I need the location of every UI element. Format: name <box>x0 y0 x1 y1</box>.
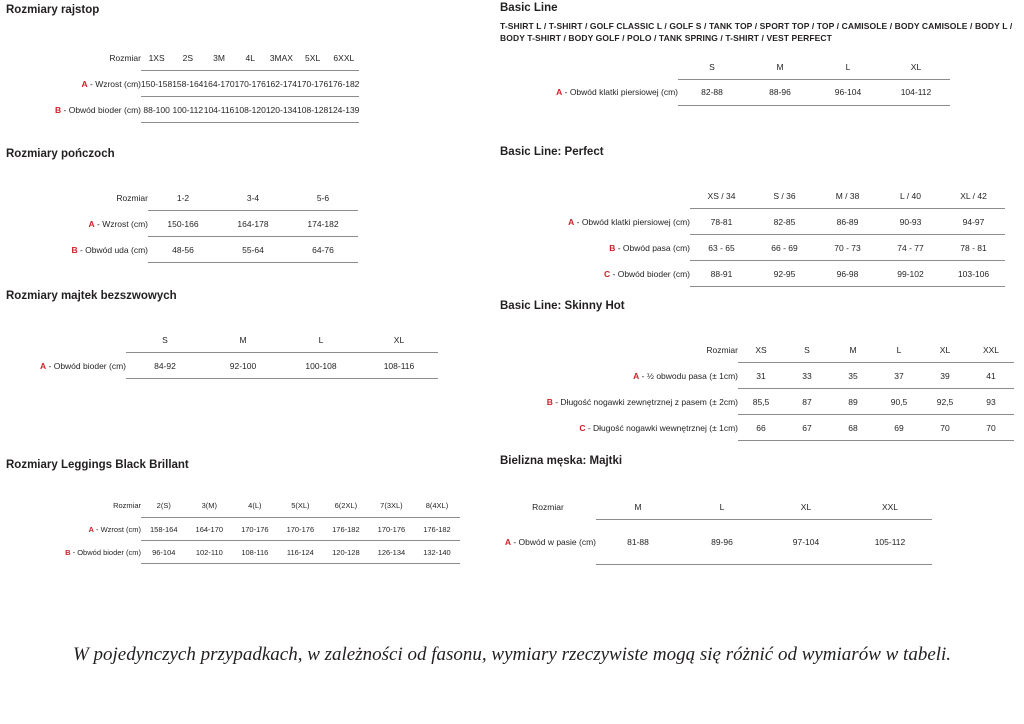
row-label-text: - Obwód bioder (cm) <box>70 547 141 557</box>
cell: 96-104 <box>141 541 187 564</box>
header-cell: 2(S) <box>156 500 171 510</box>
cell: 88-91 <box>690 261 753 287</box>
cell: 100-108 <box>282 353 360 379</box>
cell: 90,5 <box>876 389 922 415</box>
cell: 176-182 <box>328 71 359 97</box>
cell: 94-97 <box>942 209 1005 235</box>
section-subtitle: T-SHIRT L / T-SHIRT / GOLF CLASSIC L / GOLF S / TANK TOP / SPORT TOP / TOP / CAMISOLE / BODY CAMISOLE / BODY L / BODY T-SHIRT / BODY GOLF / POLO / TANK SPRING / T-SHIRT / VEST PERFECT <box>500 21 1013 44</box>
table-row <box>500 389 1014 415</box>
section-basic-line-perfect <box>500 146 1005 287</box>
row-marker: B <box>71 244 78 255</box>
row-label-text: - ½ obwodu pasa (± 1cm) <box>639 370 738 381</box>
header-cell: XL <box>910 61 922 72</box>
cell: 85,5 <box>738 389 784 415</box>
row-label-text: - Obwód uda (cm) <box>77 244 148 255</box>
size-table-skinny-hot <box>500 338 1014 441</box>
row-label-text: - Obwód bioder (cm) <box>46 360 126 371</box>
cell: 55-64 <box>218 237 288 263</box>
row-label <box>6 518 141 541</box>
header-cell: XL / 42 <box>960 191 987 201</box>
row-marker: C <box>579 422 586 433</box>
header-cell: M <box>849 345 857 355</box>
row-marker: A <box>504 536 511 547</box>
cell: 170-176 <box>297 71 328 97</box>
cell: 150-166 <box>148 211 218 237</box>
header-cell: S <box>162 335 168 345</box>
header-cell: XL <box>800 502 812 512</box>
cell: 82-88 <box>678 79 746 105</box>
row-label-text: - Obwód pasa (cm) <box>615 242 690 253</box>
row-label <box>500 261 690 287</box>
cell: 132-140 <box>414 541 460 564</box>
table-header-row <box>500 495 932 520</box>
row-label-text: - Długość nogawki wewnętrznej (± 1cm) <box>585 422 738 433</box>
section-majtki-bezszwowe <box>6 290 438 379</box>
cell: 97-104 <box>764 520 848 565</box>
header-cell: 2S <box>182 53 193 63</box>
cell: 81-88 <box>596 520 680 565</box>
header-cell: 3M <box>213 53 225 63</box>
cell: 100-112 <box>172 97 203 123</box>
size-table-perfect <box>500 184 1005 287</box>
row-marker: A <box>568 216 575 227</box>
cell: 170-176 <box>369 518 415 541</box>
table-row <box>500 261 1005 287</box>
row-label <box>6 541 141 564</box>
cell: 66 <box>738 415 784 441</box>
cell: 104-112 <box>882 79 950 105</box>
header-cell: L <box>896 345 902 355</box>
cell: 64-76 <box>288 237 358 263</box>
row-label <box>500 209 690 235</box>
cell: 31 <box>738 363 784 389</box>
cell: 48-56 <box>148 237 218 263</box>
row-marker: B <box>609 242 616 253</box>
header-cell: 6XXL <box>333 53 355 63</box>
header-cell: S <box>709 61 715 72</box>
table-row <box>6 541 460 564</box>
section-basic-line <box>500 2 1020 106</box>
cell: 89-96 <box>680 520 764 565</box>
cell: 67 <box>784 415 830 441</box>
header-corner <box>500 55 678 80</box>
cell: 87 <box>784 389 830 415</box>
section-leggings <box>6 459 460 564</box>
row-label-text: - Obwód bioder (cm) <box>610 268 690 279</box>
header-cell: M <box>239 335 247 345</box>
cell: 176-182 <box>414 518 460 541</box>
cell: 96-104 <box>814 79 882 105</box>
row-label <box>500 415 738 441</box>
row-label <box>6 71 141 97</box>
size-table-ponczochy <box>58 186 358 263</box>
row-label <box>6 97 141 123</box>
header-cell: M / 38 <box>835 191 860 201</box>
cell: 120-134 <box>266 97 297 123</box>
cell: 124-139 <box>328 97 359 123</box>
cell: 170-176 <box>232 518 278 541</box>
cell: 70 <box>922 415 968 441</box>
row-label-text: - Wzrost (cm) <box>94 218 148 229</box>
header-corner: Rozmiar <box>113 500 141 510</box>
cell: 164-170 <box>203 71 234 97</box>
table-row <box>500 235 1005 261</box>
cell: 93 <box>968 389 1014 415</box>
cell: 84-92 <box>126 353 204 379</box>
footer-note: W pojedynczych przypadkach, w zależności od fasonu, wymiary rzeczywiste mogą się różnić od wymiarów w tabeli. <box>72 644 952 665</box>
row-label <box>500 363 738 389</box>
cell: 63 - 65 <box>690 235 753 261</box>
table-row <box>500 363 1014 389</box>
row-label <box>6 353 126 379</box>
size-table-majtki-meskie <box>500 495 932 565</box>
cell: 120-128 <box>323 541 369 564</box>
cell: 41 <box>968 363 1014 389</box>
table-row <box>500 415 1014 441</box>
header-corner <box>500 184 690 209</box>
cell: 174-182 <box>288 211 358 237</box>
header-cell: 1-2 <box>176 193 190 203</box>
cell: 164-178 <box>218 211 288 237</box>
cell: 108-128 <box>297 97 328 123</box>
table-header-row <box>6 46 359 71</box>
cell: 170-176 <box>235 71 266 97</box>
cell: 116-124 <box>278 541 324 564</box>
header-corner: Rozmiar <box>116 193 148 204</box>
size-table-leggings <box>6 493 460 564</box>
row-marker: A <box>81 78 88 89</box>
cell: 92-95 <box>753 261 816 287</box>
cell: 70 - 73 <box>816 235 879 261</box>
cell: 78 - 81 <box>942 235 1005 261</box>
cell: 39 <box>922 363 968 389</box>
header-cell: 7(3XL) <box>380 500 403 510</box>
cell: 108-116 <box>232 541 278 564</box>
row-marker: B <box>546 396 553 407</box>
header-corner: Rozmiar <box>109 53 141 64</box>
row-label <box>500 235 690 261</box>
cell: 90-93 <box>879 209 942 235</box>
table-header-row <box>500 184 1005 209</box>
table-row <box>500 79 950 105</box>
row-label-text: - Wzrost (cm) <box>87 78 141 89</box>
cell: 33 <box>784 363 830 389</box>
header-cell: 3-4 <box>246 193 260 203</box>
header-cell: 8(4XL) <box>425 500 449 510</box>
cell: 69 <box>876 415 922 441</box>
row-label-text: - Obwód w pasie (cm) <box>510 536 596 547</box>
table-row <box>6 353 438 379</box>
size-table-rajstop <box>6 46 359 123</box>
cell: 88-96 <box>746 79 814 105</box>
header-cell: 5XL <box>305 53 321 63</box>
cell: 68 <box>830 415 876 441</box>
section-bielizna-meska <box>500 455 932 565</box>
row-label <box>58 211 148 237</box>
cell: 108-120 <box>235 97 266 123</box>
cell: 35 <box>830 363 876 389</box>
cell: 104-116 <box>203 97 234 123</box>
section-title: Rozmiary pończoch <box>6 148 115 160</box>
section-title: Basic Line <box>500 2 558 14</box>
header-cell: 6(2XL) <box>334 500 358 510</box>
row-label <box>500 520 596 565</box>
header-cell: M <box>634 502 642 512</box>
header-cell: XXL <box>881 502 899 512</box>
cell: 150-158 <box>141 71 172 97</box>
row-label <box>500 79 678 105</box>
cell: 92,5 <box>922 389 968 415</box>
table-row <box>500 209 1005 235</box>
row-label-text: - Obwód klatki piersiowej (cm) <box>562 87 678 98</box>
cell: 37 <box>876 363 922 389</box>
row-marker: A <box>40 360 47 371</box>
row-marker: A <box>556 87 563 98</box>
cell: 70 <box>968 415 1014 441</box>
cell: 74 - 77 <box>879 235 942 261</box>
header-cell: 4(L) <box>248 500 262 510</box>
row-label <box>500 389 738 415</box>
cell: 88-100 <box>141 97 172 123</box>
header-corner: Rozmiar <box>706 345 738 356</box>
section-rajstop <box>6 4 359 123</box>
header-cell: 5-6 <box>316 193 330 203</box>
cell: 105-112 <box>848 520 932 565</box>
table-header-row <box>6 493 460 518</box>
header-cell: XL <box>393 335 405 345</box>
size-table-majtki-bezszwowe <box>6 328 438 379</box>
row-marker: C <box>604 268 611 279</box>
table-row <box>58 211 358 237</box>
header-cell: 1XS <box>148 53 165 63</box>
header-cell: XS <box>755 345 767 355</box>
cell: 103-106 <box>942 261 1005 287</box>
row-label-text: - Obwód bioder (cm) <box>61 104 141 115</box>
table-row <box>6 518 460 541</box>
section-skinny-hot <box>500 300 1014 441</box>
header-cell: 3(M) <box>201 500 217 510</box>
table-header-row <box>500 338 1014 363</box>
table-header-row <box>6 328 438 353</box>
header-cell: XXL <box>982 345 1000 355</box>
row-marker: B <box>65 547 71 557</box>
header-cell: L <box>719 502 725 512</box>
cell: 102-110 <box>187 541 233 564</box>
cell: 78-81 <box>690 209 753 235</box>
header-cell: L <box>845 61 851 72</box>
cell: 82-85 <box>753 209 816 235</box>
section-title: Basic Line: Skinny Hot <box>500 300 625 312</box>
header-corner: Rozmiar <box>532 502 564 513</box>
cell: 158-164 <box>172 71 203 97</box>
row-marker: A <box>88 524 94 534</box>
header-cell: XS / 34 <box>707 191 736 201</box>
section-title: Bielizna męska: Majtki <box>500 455 623 467</box>
section-title: Rozmiary majtek bezszwowych <box>6 290 177 302</box>
section-title: Rozmiary Leggings Black Brillant <box>6 459 189 471</box>
cell: 170-176 <box>278 518 324 541</box>
left-column <box>0 0 490 600</box>
header-cell: S <box>804 345 810 355</box>
cell: 162-174 <box>266 71 297 97</box>
header-cell: XL <box>939 345 951 355</box>
header-cell: S / 36 <box>773 191 796 201</box>
row-marker: A <box>88 218 95 229</box>
size-table-basic-line <box>500 55 950 106</box>
cell: 86-89 <box>816 209 879 235</box>
cell: 108-116 <box>360 353 438 379</box>
cell: 158-164 <box>141 518 187 541</box>
row-marker: A <box>633 370 640 381</box>
table-header-row <box>500 55 950 80</box>
row-marker: B <box>55 104 62 115</box>
header-cell: 4L <box>245 53 255 63</box>
row-label <box>58 237 148 263</box>
table-row <box>6 97 359 123</box>
cell: 92-100 <box>204 353 282 379</box>
right-column <box>494 0 1024 600</box>
header-corner <box>6 328 126 353</box>
row-label-text: - Obwód klatki piersiowej (cm) <box>574 216 690 227</box>
section-ponczochy <box>6 148 358 263</box>
header-cell: 3MAX <box>269 53 293 63</box>
table-row <box>58 237 358 263</box>
cell: 164-170 <box>187 518 233 541</box>
table-row <box>6 71 359 97</box>
cell: 96-98 <box>816 261 879 287</box>
header-cell: L / 40 <box>900 191 921 201</box>
row-label-text: - Wzrost (cm) <box>93 524 141 534</box>
cell: 126-134 <box>369 541 415 564</box>
cell: 66 - 69 <box>753 235 816 261</box>
cell: 89 <box>830 389 876 415</box>
section-title: Rozmiary rajstop <box>6 4 100 16</box>
header-cell: 5(XL) <box>291 500 310 510</box>
header-cell: M <box>776 61 784 72</box>
table-row <box>500 520 932 565</box>
row-label-text: - Długość nogawki zewnętrznej z pasem (± 2cm) <box>552 396 738 407</box>
table-header-row <box>58 186 358 211</box>
section-title: Basic Line: Perfect <box>500 146 604 158</box>
header-cell: L <box>318 335 324 345</box>
cell: 176-182 <box>323 518 369 541</box>
cell: 99-102 <box>879 261 942 287</box>
